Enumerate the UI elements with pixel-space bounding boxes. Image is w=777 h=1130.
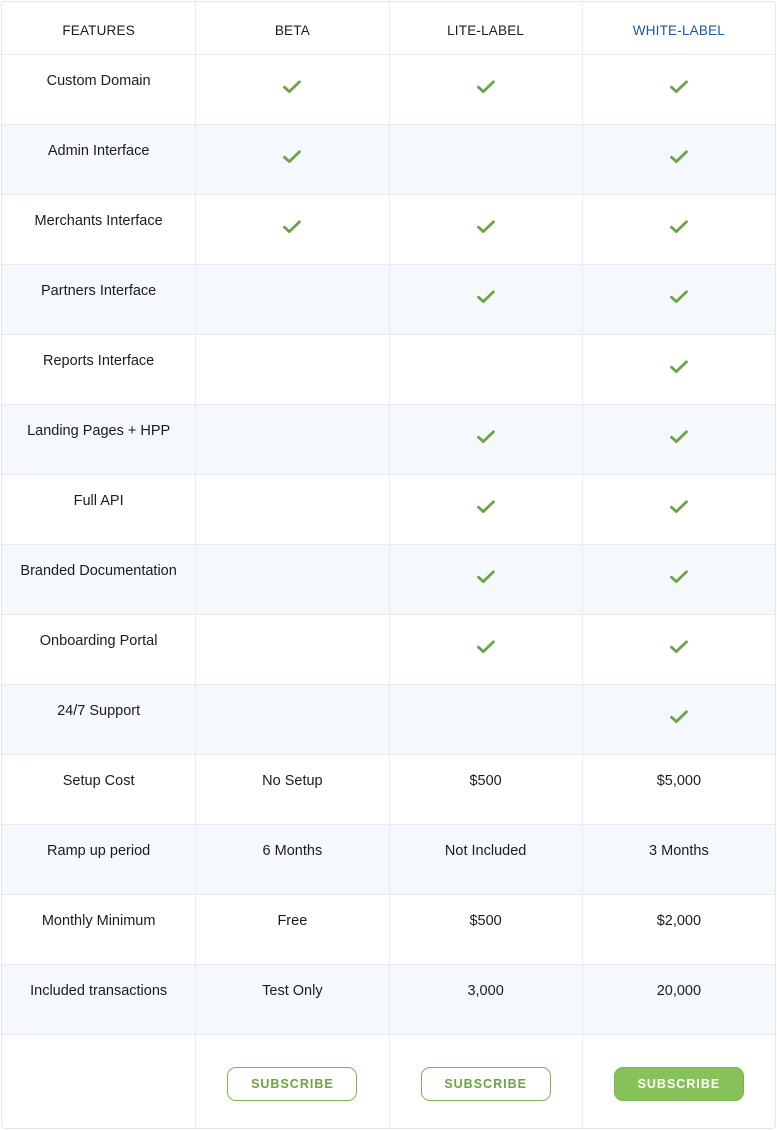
beta-value: No Setup [195,755,388,824]
feature-row [2,684,775,754]
lite-label-value: 3,000 [389,965,582,1034]
white-label-subscribe-button[interactable]: SUBSCRIBE [614,1067,744,1101]
beta-subscribe-button[interactable]: SUBSCRIBE [227,1067,357,1101]
lite-subscribe-cell [389,1035,582,1129]
lite-label-feature-cell [389,125,582,194]
lite-label-feature-cell [389,475,582,544]
pricing-row [2,894,775,964]
header-lite-label: LITE-LABEL [389,2,582,54]
lite-label-subscribe-button[interactable]: SUBSCRIBE [421,1067,551,1101]
row-label: Included transactions [30,983,168,999]
lite-label-feature-cell [389,545,582,614]
check-icon [477,500,495,514]
white-label-feature-cell [582,615,775,684]
white-label-value: 20,000 [582,965,775,1034]
feature-row [2,404,775,474]
check-icon [670,360,688,374]
lite-label-feature-cell [389,195,582,264]
header-white-label: WHITE-LABEL [582,2,775,54]
white-label-feature-cell [582,545,775,614]
row-label: Merchants Interface [34,213,163,229]
header-features: FEATURES [62,23,135,38]
lite-label-value: $500 [389,895,582,964]
pricing-row [2,824,775,894]
lite-label-feature-cell [389,335,582,404]
feature-row [2,264,775,334]
check-icon [283,220,301,234]
white-label-value: 3 Months [582,825,775,894]
row-label: 24/7 Support [57,703,141,719]
feature-row [2,614,775,684]
white-label-feature-cell [582,405,775,474]
row-label: Reports Interface [43,353,155,369]
beta-feature-cell [195,685,388,754]
white-label-feature-cell [582,195,775,264]
beta-feature-cell [195,195,388,264]
white-label-value: $2,000 [582,895,775,964]
lite-label-value: Not Included [389,825,582,894]
pricing-comparison-table [1,1,776,1129]
check-icon [670,80,688,94]
pricing-row [2,964,775,1034]
row-label: Ramp up period [47,843,151,859]
beta-feature-cell [195,125,388,194]
feature-row [2,54,775,124]
white-label-feature-cell [582,685,775,754]
beta-feature-cell [195,545,388,614]
feature-row [2,334,775,404]
lite-label-feature-cell [389,685,582,754]
feature-row [2,124,775,194]
white-label-feature-cell [582,265,775,334]
check-icon [477,570,495,584]
check-icon [670,290,688,304]
white-label-feature-cell [582,335,775,404]
header-beta: BETA [195,2,388,54]
check-icon [670,220,688,234]
feature-row [2,544,775,614]
check-icon [670,640,688,654]
check-icon [477,640,495,654]
white-label-feature-cell [582,125,775,194]
feature-row [2,194,775,264]
table-header-row [2,2,775,54]
check-icon [283,80,301,94]
beta-feature-cell [195,475,388,544]
check-icon [670,500,688,514]
pricing-row [2,754,775,824]
row-label: Admin Interface [47,143,150,159]
beta-value: 6 Months [195,825,388,894]
beta-feature-cell [195,405,388,474]
check-icon [670,150,688,164]
white-label-feature-cell [582,475,775,544]
white-subscribe-cell [582,1035,775,1129]
white-label-feature-cell [582,55,775,124]
check-icon [283,150,301,164]
lite-label-feature-cell [389,615,582,684]
footer-empty-cell [2,1035,195,1129]
beta-feature-cell [195,265,388,334]
row-label: Landing Pages + HPP [27,423,171,439]
row-label: Branded Documentation [20,563,177,579]
check-icon [670,430,688,444]
feature-row [2,474,775,544]
check-icon [477,430,495,444]
check-icon [477,80,495,94]
row-label: Setup Cost [62,773,135,789]
lite-label-feature-cell [389,265,582,334]
check-icon [477,220,495,234]
row-label: Onboarding Portal [39,633,158,649]
beta-feature-cell [195,335,388,404]
lite-label-value: $500 [389,755,582,824]
subscribe-row [2,1034,775,1129]
beta-value: Free [195,895,388,964]
beta-value: Test Only [195,965,388,1034]
row-label: Custom Domain [46,73,151,89]
row-label: Partners Interface [41,283,157,299]
row-label: Monthly Minimum [41,913,156,929]
check-icon [477,290,495,304]
row-label: Full API [73,493,124,509]
lite-label-feature-cell [389,405,582,474]
check-icon [670,570,688,584]
beta-feature-cell [195,55,388,124]
beta-subscribe-cell [195,1035,388,1129]
white-label-value: $5,000 [582,755,775,824]
beta-feature-cell [195,615,388,684]
check-icon [670,710,688,724]
lite-label-feature-cell [389,55,582,124]
